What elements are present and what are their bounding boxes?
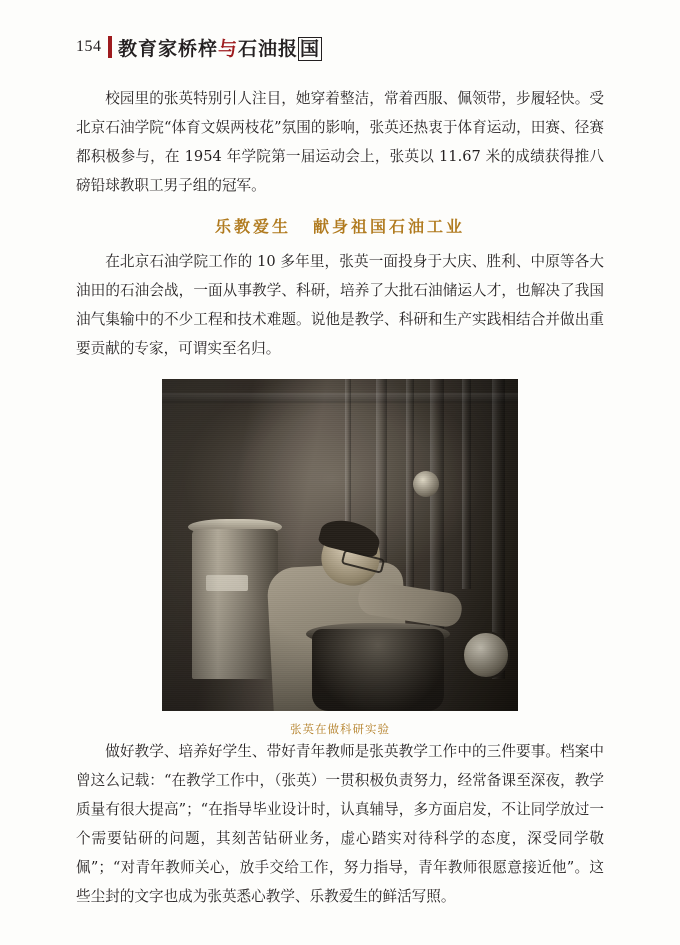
figure: [76, 379, 604, 737]
book-title-accent: 与: [218, 38, 239, 60]
book-title-boxed: 国: [300, 38, 321, 60]
paragraph-2: 在北京石油学院工作的 10 多年里，张英一面投身于大庆、胜利、中原等各大油田的石油会战，一面从事教学、科研，培养了大批石油储运人才，也解决了我国油气集输中的不少工程和技术难题。说他是教学、科研和生产实践相结合并做出重要贡献的专家，可谓实至名归。: [76, 253, 604, 357]
paragraph-3: 做好教学、培养好学生、带好青年教师是张英教学工作中的三件要事。档案中曾这么记载：“在教学工作中，（张英）一贯积极负责努力，经常备课至深夜，教学质量有很大提高”；“在指导毕业设计时，认真辅导，多方面启发，不让同学放过一个需要钻研的问题，其刻苦钻研业务，虚心踏实对待科学的态度，深受同学敬佩”；“对青年教师关心，放手交给工作，努力指导，青年教师很愿意接近他”。这些尘封的文字也成为张英悉心教学、乐教爱生的鲜活写照。: [76, 743, 604, 905]
book-title-part2: 石油报: [238, 38, 299, 60]
section-heading-right: 献身祖国石油工业: [313, 217, 466, 236]
photo-image: [162, 379, 518, 711]
book-title-part1: 教育家桥梓: [118, 38, 219, 60]
page-header: [0, 34, 680, 68]
header-accent-rule: [108, 36, 112, 58]
photo-vignette: [162, 379, 518, 711]
paragraph-1: 校园里的张英特别引人注目，她穿着整洁，常着西服、佩领带，步履轻快。受北京石油学院“体育文娱两枝花”氛围的影响，张英还热衷于体育运动，田赛、径赛都积极参与，在 1954 年学院第一届运动会上，张英以 11.67 米的成绩获得推八磅铅球教职工男子组的冠军。: [76, 90, 604, 194]
page-content: [76, 84, 604, 913]
page-number: 154: [76, 38, 102, 55]
section-heading-left: 乐教爱生: [214, 217, 291, 236]
figure-caption: 张英在做科研实验: [290, 722, 390, 736]
section-heading: [76, 214, 604, 237]
book-title: [118, 34, 322, 61]
